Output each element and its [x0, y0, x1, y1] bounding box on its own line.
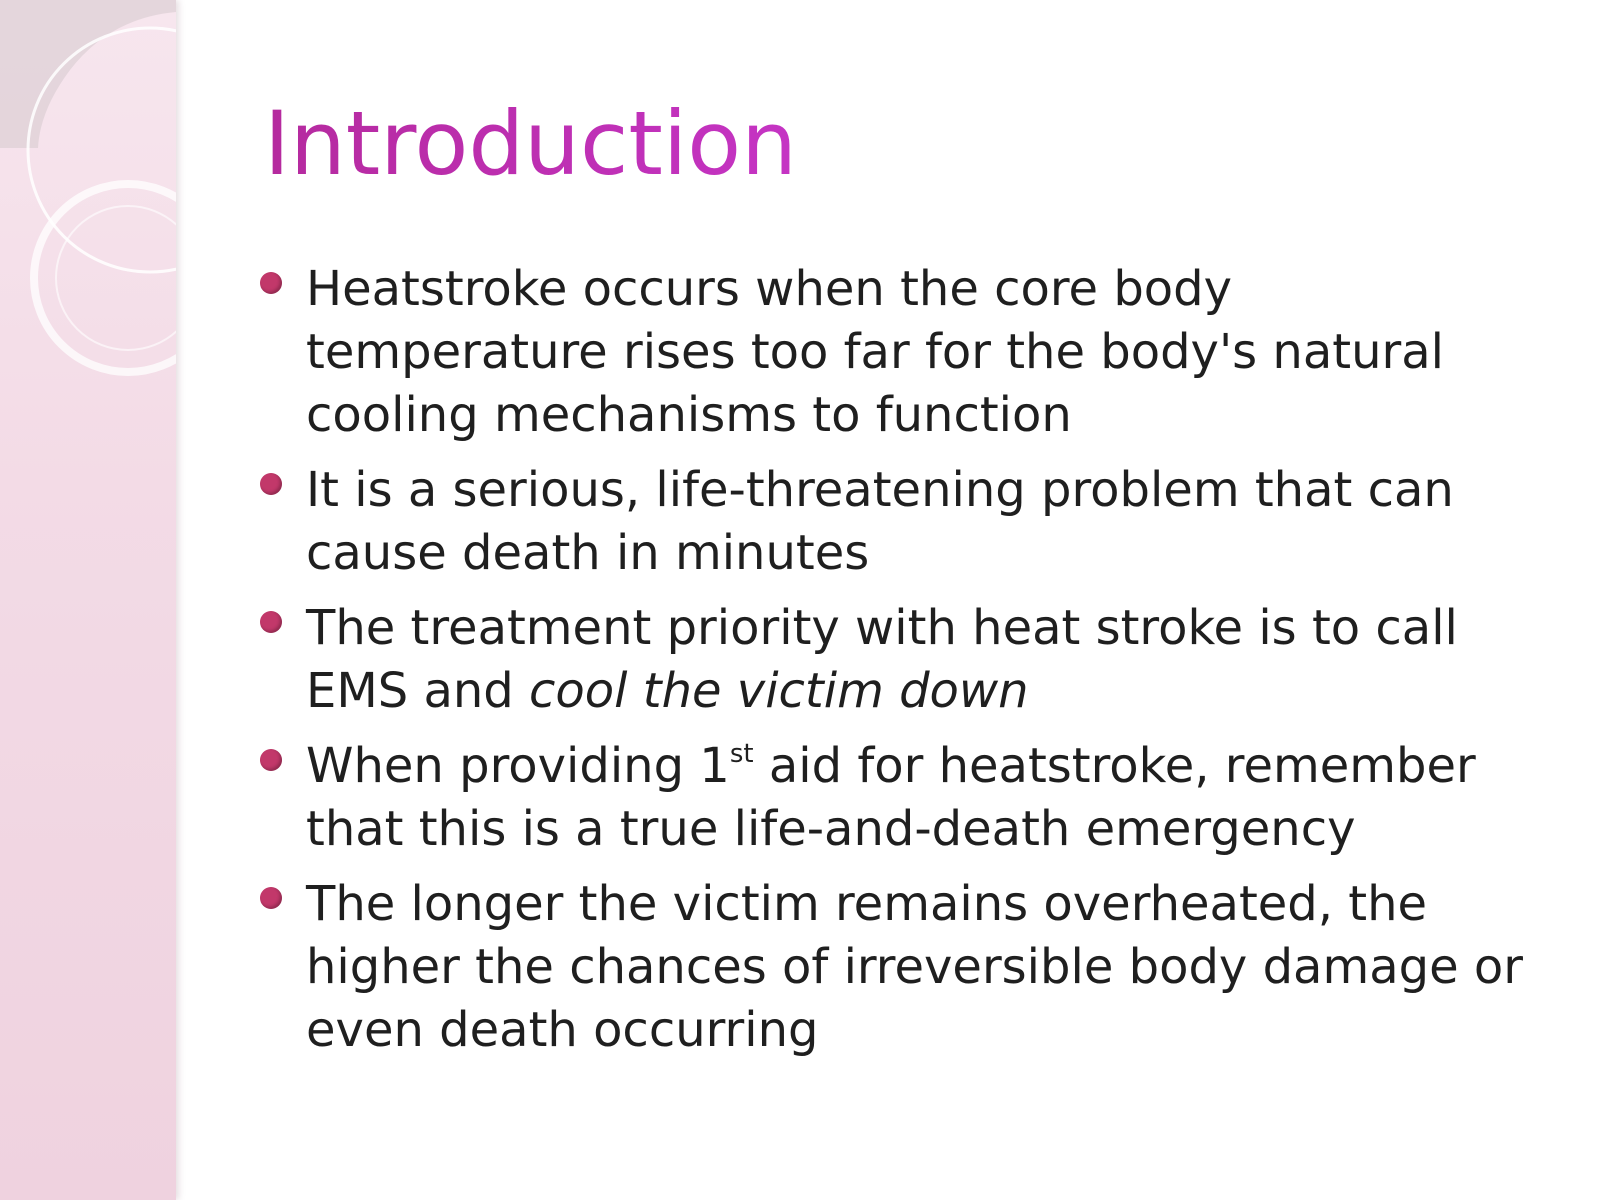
bullet-text-rest: aid for heatstroke, remember that this is a true life-and-death emergency	[306, 738, 1476, 857]
bullet-text	[306, 600, 1458, 719]
bullet-text-superscript: st	[729, 739, 754, 769]
bullet-icon	[260, 749, 282, 771]
bullet-text-main: When providing 1	[306, 738, 730, 794]
bullet-text-main: The treatment priority with heat stroke is to call EMS and	[306, 600, 1458, 719]
bullet-item-first-aid	[258, 735, 1548, 861]
bullet-text: The longer the victim remains overheated, the higher the chances of irreversible body damage or even death occurring	[306, 876, 1523, 1058]
bullet-item-overheated-risk	[258, 873, 1548, 1062]
bullet-text: Heatstroke occurs when the core body temperature rises too far for the body's natural cooling mechanisms to function	[306, 261, 1444, 443]
bullet-icon	[260, 272, 282, 294]
bullet-icon	[260, 473, 282, 495]
bullet-item-treatment-priority	[258, 597, 1548, 723]
bullet-list	[258, 258, 1548, 1074]
decorative-circles	[0, 0, 176, 1200]
bullet-item-life-threatening	[258, 459, 1548, 585]
bullet-text-emphasis: cool the victim down	[529, 663, 1029, 719]
bullet-text	[306, 738, 1476, 857]
bullet-icon	[260, 887, 282, 909]
bullet-icon	[260, 611, 282, 633]
bullet-item-heatstroke-definition	[258, 258, 1548, 447]
slide-title: Introduction	[264, 92, 797, 195]
bullet-text: It is a serious, life-threatening problem that can cause death in minutes	[306, 462, 1454, 581]
decorative-side-band	[0, 0, 176, 1200]
